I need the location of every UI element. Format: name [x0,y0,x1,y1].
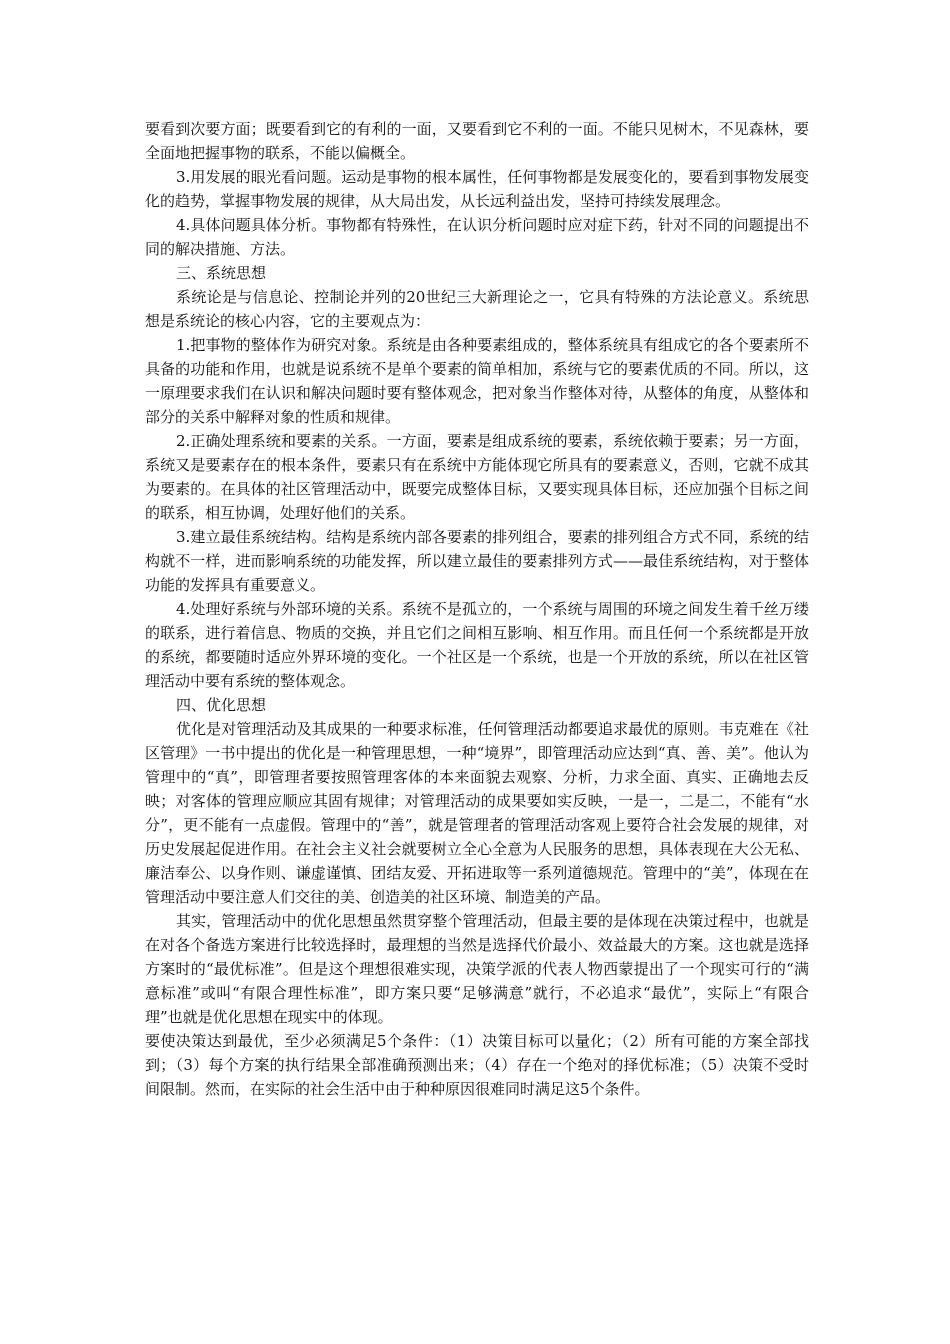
section-heading-system-thinking: 三、系统思想 [176,264,267,282]
paragraph-system-point-2: 2.正确处理系统和要素的关系。一方面，要素是组成系统的要素，系统依赖于要素；另一方面，系统又是要素存在的根本条件，要素只有在系统中方能体现它所具有的要素意义，否则，它就不成其为要素的。在具体的社区管理活动中，既要完成整体目标，又要实现具体目标，还应加强个目标之间的联系，相互协调，处理好他们的关系。 [145,432,809,522]
paragraph-decision-conditions: 要使决策达到最优，至少必须满足5个条件：（1）决策目标可以量化；（2）所有可能的方案全部找到；（3）每个方案的执行结果全部准确预测出来；（4）存在一个绝对的择优标准；（5）决策不受时间限制。然而，在实际的社会生活中由于种种原因很难同时满足这5个条件。 [145,1032,809,1098]
document-body [145,117,809,1101]
paragraph-continuation: 要看到次要方面；既要看到它的有利的一面，又要看到它不利的一面。不能只见树木，不见森林，要全面地把握事物的联系，不能以偏概全。 [145,120,809,162]
paragraph-optimization-definition: 优化是对管理活动及其成果的一种要求标准，任何管理活动都要追求最优的原则。韦克难在《社区管理》一书中提出的优化是一种管理思想，一种“境界”，即管理活动应达到“真、善、美”。他认为管理中的“真”，即管理者要按照管理客体的本来面貌去观察、分析，力求全面、真实、正确地去反映；对客体的管理应顺应其固有规律；对管理活动的成果要如实反映，一是一，二是二，不能有“水分”，更不能有一点虚假。管理中的“善”，就是管理者的管理活动客观上要符合社会发展的规律，对历史发展起促进作用。在社会主义社会就要树立全心全意为人民服务的思想，具体表现在大公无私、廉洁奉公、以身作则、谦虚谨慎、团结友爱、开拓进取等一系列道德规范。管理中的“美”，体现在在管理活动中要注意人们交往的美、创造美的社区环境、制造美的产品。 [145,720,809,906]
paragraph-system-theory-intro: 系统论是与信息论、控制论并列的20世纪三大新理论之一，它具有特殊的方法论意义。系统思想是系统论的核心内容，它的主要观点为： [145,288,809,330]
paragraph-optimization-decision: 其实，管理活动中的优化思想虽然贯穿整个管理活动，但最主要的是体现在决策过程中，也就是在对各个备选方案进行比较选择时，最理想的当然是选择代价最小、效益最大的方案。这也就是选择方案时的“最优标准”。但是这个理想很难实现，决策学派的代表人物西蒙提出了一个现实可行的“满意标准”或叫“有限合理性标准”，即方案只要“足够满意”就行，不必追求“最优”，实际上“有限合理”也就是优化思想在现实中的体现。 [145,912,809,1026]
paragraph-system-point-3: 3.建立最佳系统结构。结构是系统内部各要素的排列组合，要素的排列组合方式不同，系统的结构就不一样，进而影响系统的功能发挥，所以建立最佳的要素排列方式——最佳系统结构，对于整体功能的发挥具有重要意义。 [145,528,809,594]
paragraph-system-point-4: 4.处理好系统与外部环境的关系。系统不是孤立的，一个系统与周围的环境之间发生着千丝万缕的联系，进行着信息、物质的交换，并且它们之间相互影响、相互作用。而且任何一个系统都是开放的系统，都要随时适应外界环境的变化。一个社区是一个系统，也是一个开放的系统，所以在社区管理活动中要有系统的整体观念。 [145,600,809,690]
paragraph-system-point-1: 1.把事物的整体作为研究对象。系统是由各种要素组成的，整体系统具有组成它的各个要素所不具备的功能和作用，也就是说系统不是单个要素的简单相加，系统与它的要素优质的不同。所以，这一原理要求我们在认识和解决问题时要有整体观念，把对象当作整体对待，从整体的角度，从整体和部分的关系中解释对象的性质和规律。 [145,336,809,426]
section-heading-optimization: 四、优化思想 [176,696,267,714]
paragraph-point-4-specific-analysis: 4.具体问题具体分析。事物都有特殊性，在认识分析问题时应对症下药，针对不同的问题提出不同的解决措施、方法。 [145,216,809,258]
paragraph-point-3-development: 3.用发展的眼光看问题。运动是事物的根本属性，任何事物都是发展变化的，要看到事物发展变化的趋势，掌握事物发展的规律，从大局出发，从长远利益出发，坚持可持续发展理念。 [145,168,809,210]
